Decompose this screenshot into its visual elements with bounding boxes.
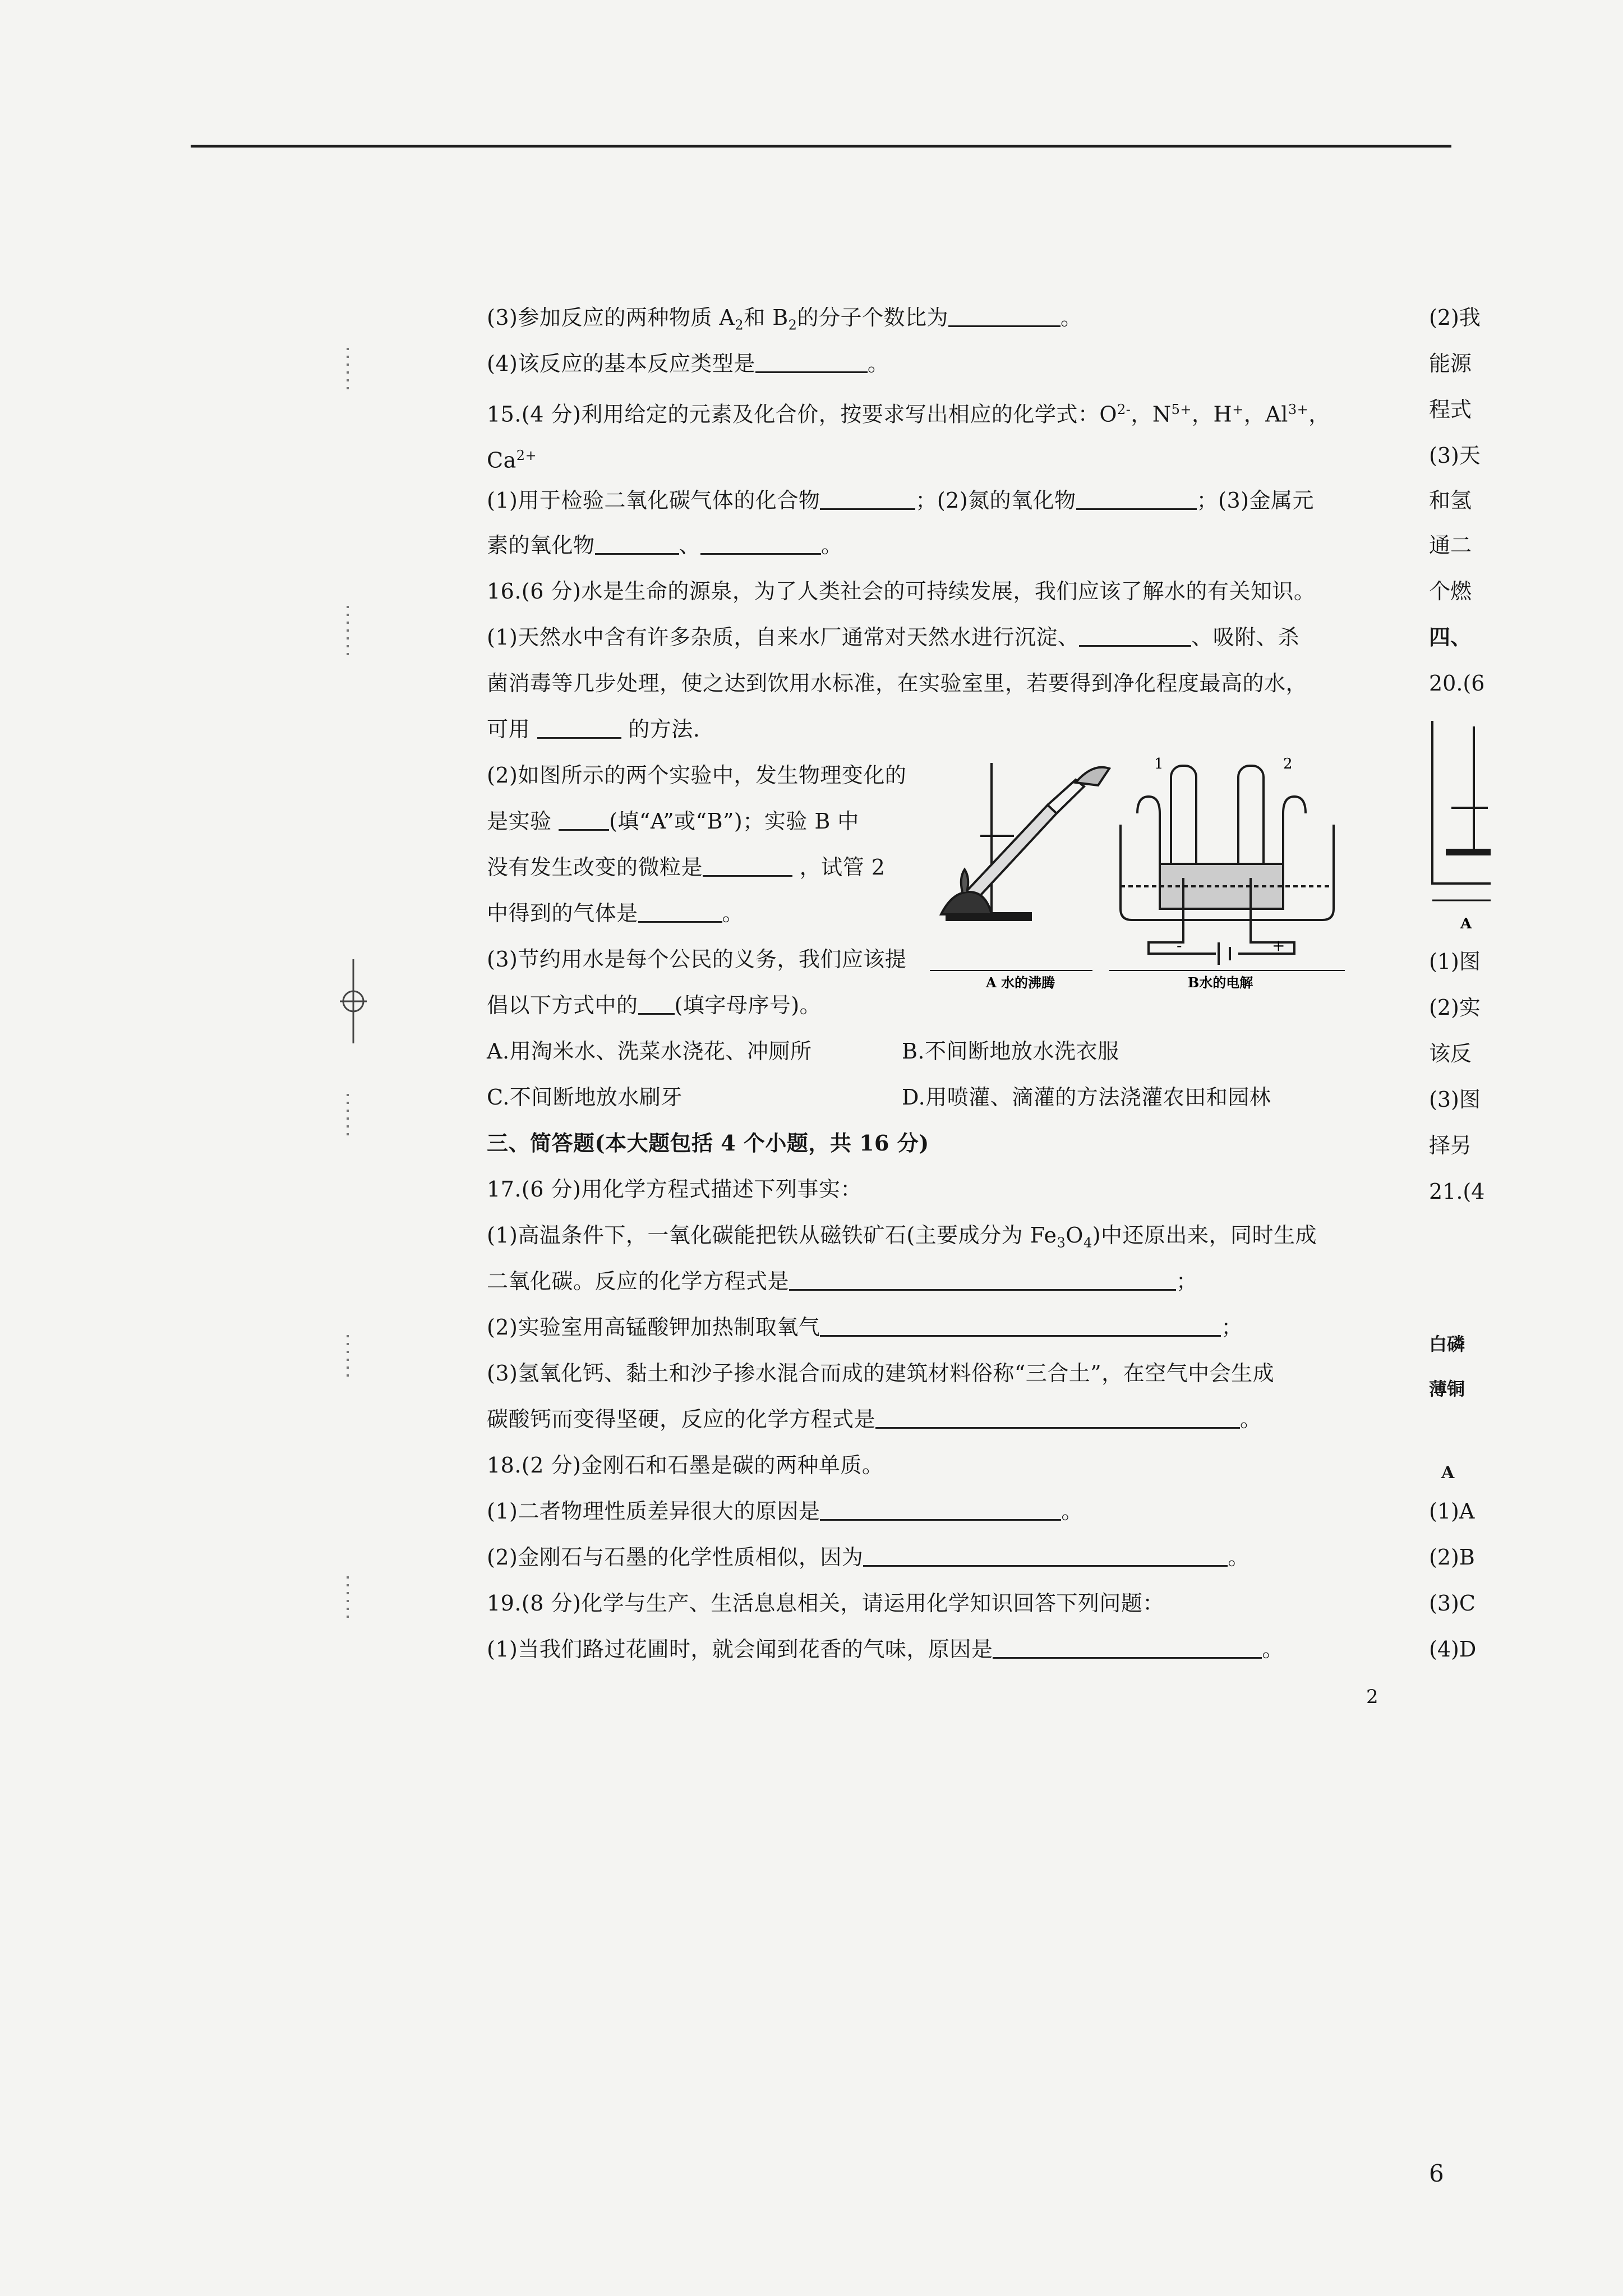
q15-line3: (1)用于检验二氧化碳气体的化合物 ；(2)氮的氧化物 ；(3)金属元 <box>487 488 1314 513</box>
q16-line10: 倡以下方式中的 (填字母序号)。 <box>487 993 822 1018</box>
figure-caption-a: A 水的沸腾 <box>986 974 1055 990</box>
binding-dots <box>347 606 349 656</box>
right-edge-text: 白磷 <box>1429 1333 1465 1355</box>
answer-blank[interactable] <box>700 533 821 555</box>
q16-option-b: B.不间断地放水洗衣服 <box>902 1039 1119 1064</box>
q18-line3: (2)金刚石与石墨的化学性质相似，因为 。 <box>487 1545 1249 1570</box>
binding-hole-icon <box>336 959 370 1043</box>
right-edge-text: (2)我 <box>1429 305 1481 330</box>
right-edge-text: 和氢 <box>1429 488 1472 513</box>
q18-line1: 18.(2 分)金刚石和石墨是碳的两种单质。 <box>487 1453 884 1478</box>
q16-line4: 可用 的方法. <box>487 717 700 742</box>
answer-blank[interactable] <box>638 901 722 923</box>
answer-blank[interactable] <box>820 1499 1061 1521</box>
q17-line5: (3)氢氧化钙、黏土和沙子掺水混合而成的建筑材料俗称“三合土”，在空气中会生成 <box>487 1361 1275 1386</box>
header-rule <box>191 145 1451 148</box>
binding-dots <box>347 348 349 393</box>
answer-blank[interactable] <box>820 1315 1221 1337</box>
answer-blank[interactable] <box>703 855 792 877</box>
tube-1-label: 1 <box>1154 756 1164 772</box>
right-edge-text: 个燃 <box>1429 579 1472 604</box>
q16-line2: (1)天然水中含有许多杂质，自来水厂通常对天然水进行沉淀、 、吸附、杀 <box>487 625 1299 650</box>
answer-blank[interactable] <box>1079 625 1191 647</box>
right-edge-text: 能源 <box>1429 351 1472 376</box>
page-number: 6 <box>1429 2160 1444 2187</box>
right-edge-text: 薄铜 <box>1429 1378 1465 1400</box>
inner-page-number: 2 <box>1366 1686 1378 1708</box>
q16-option-a: A.用淘米水、洗菜水浇花、冲厕所 <box>487 1039 812 1064</box>
right-edge-text: 择另 <box>1429 1133 1472 1158</box>
q19-line1: 19.(8 分)化学与生产、生活息息相关，请运用化学知识回答下列问题： <box>487 1591 1164 1616</box>
q15-line4: 素的氧化物 、 。 <box>487 533 843 558</box>
binding-dots <box>347 1576 349 1621</box>
right-edge-text: 21.(4 <box>1429 1179 1485 1204</box>
right-edge-figure-label: A <box>1460 915 1472 928</box>
q19-line2: (1)当我们路过花圃时，就会闻到花香的气味，原因是 。 <box>487 1637 1284 1662</box>
answer-blank[interactable] <box>863 1545 1228 1567</box>
q16-line3: 菌消毒等几步处理，使之达到饮用水标准，在实验室里，若要得到净化程度最高的水， <box>487 671 1308 696</box>
right-edge-text: (2)实 <box>1429 995 1481 1020</box>
right-edge-text: 四、 <box>1429 624 1472 650</box>
answer-blank[interactable] <box>595 533 679 555</box>
right-edge-text: (3)图 <box>1429 1087 1481 1112</box>
q16-line6: 是实验 (填“A”或“B”)；实验 B 中 <box>487 809 859 834</box>
answer-blank[interactable] <box>559 809 609 831</box>
q17-line4: (2)实验室用高锰酸钾加热制取氧气 ； <box>487 1315 1243 1340</box>
right-edge-text: (4)D <box>1429 1637 1477 1662</box>
binding-dots <box>347 1094 349 1139</box>
minus-label: - <box>1177 936 1182 955</box>
q16-line1: 16.(6 分)水是生命的源泉，为了人类社会的可持续发展，我们应该了解水的有关知识。 <box>487 579 1316 604</box>
q16-option-d: D.用喷灌、滴灌的方法浇灌农田和园林 <box>902 1085 1271 1110</box>
tube-2-label: 2 <box>1283 756 1293 772</box>
answer-blank[interactable] <box>875 1407 1240 1429</box>
right-edge-text: (1)A <box>1429 1499 1475 1524</box>
right-edge-text: (3)天 <box>1429 443 1481 468</box>
answer-blank[interactable] <box>789 1269 1176 1291</box>
binding-dots <box>347 1335 349 1380</box>
right-edge-text: 20.(6 <box>1429 671 1485 696</box>
answer-blank[interactable] <box>638 993 675 1015</box>
plus-label: + <box>1272 936 1285 955</box>
section-heading: 三、简答题(本大题包括 4 个小题，共 16 分) <box>487 1130 929 1156</box>
answer-blank[interactable] <box>1076 488 1197 510</box>
q16-line7: 没有发生改变的微粒是 ，试管 2 <box>487 855 886 880</box>
right-edge-text: 通二 <box>1429 533 1472 558</box>
q17-line1: 17.(6 分)用化学方程式描述下列事实： <box>487 1177 862 1202</box>
q14-line4: (4)该反应的基本反应类型是 。 <box>487 351 889 376</box>
right-edge-figure <box>1429 715 1491 928</box>
q16-line9: (3)节约用水是每个公民的义务，我们应该提 <box>487 947 907 972</box>
q17-line3: 二氧化碳。反应的化学方程式是 ； <box>487 1269 1198 1294</box>
right-edge-text: (2)B <box>1429 1545 1475 1570</box>
right-edge-text: 该反 <box>1429 1041 1472 1066</box>
q16-line5: (2)如图所示的两个实验中，发生物理变化的 <box>487 763 907 788</box>
answer-blank[interactable] <box>755 351 868 373</box>
answer-blank[interactable] <box>820 488 915 510</box>
right-edge-text: (3)C <box>1429 1591 1476 1616</box>
water-experiment-figure <box>924 752 1350 990</box>
q14-line3: (3)参加反应的两种物质 $A_2$和 $B_2$的分子个数比为 。 <box>487 305 1082 333</box>
q15-line2: $Ca^{2+}$ <box>487 448 537 473</box>
q16-line8: 中得到的气体是 。 <box>487 901 744 926</box>
right-edge-text: A <box>1441 1463 1455 1483</box>
answer-blank[interactable] <box>948 305 1061 327</box>
q17-line6: 碳酸钙而变得坚硬，反应的化学方程式是 。 <box>487 1407 1262 1432</box>
boiling-apparatus-icon <box>941 763 1109 920</box>
q17-line2: (1)高温条件下，一氧化碳能把铁从磁铁矿石(主要成分为 $Fe_3O_4$)中还原出来，同时生成 <box>487 1223 1317 1251</box>
answer-blank[interactable] <box>993 1637 1262 1659</box>
right-edge-text: (1)图 <box>1429 949 1481 974</box>
q18-line2: (1)二者物理性质差异很大的原因是 。 <box>487 1499 1083 1524</box>
answer-blank[interactable] <box>537 717 621 739</box>
figure-caption-b: B水的电解 <box>1188 974 1253 990</box>
q16-option-c: C.不间断地放水刷牙 <box>487 1085 683 1110</box>
right-edge-text: 程式 <box>1429 397 1472 422</box>
q15-line1: 15.(4 分)利用给定的元素及化合价，按要求写出相应的化学式：$O^{2-}$，$N^{5+}$，H+，$Al^{3+}$， <box>487 402 1330 427</box>
